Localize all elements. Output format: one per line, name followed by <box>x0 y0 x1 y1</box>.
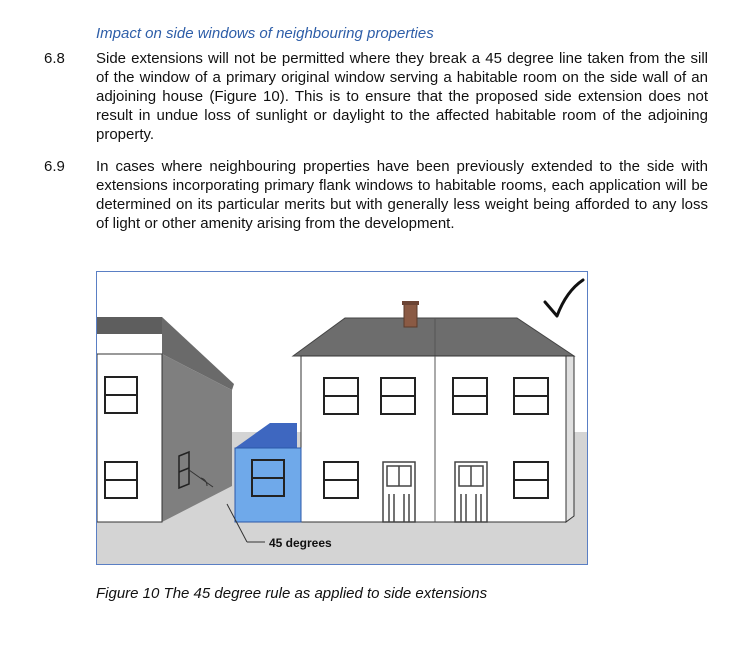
house-diagram <box>97 272 587 564</box>
section-subheading: Impact on side windows of neighbouring properties <box>96 25 434 42</box>
paragraph-text: In cases where neighbouring properties have been previously extended to the side with extensions incorporating primary flank windows to habitable rooms, each application will be determined on its particular merits but with generally less weight being afforded to any loss of light or other amenity arising from the development. <box>96 158 708 232</box>
angle-label: 45 degrees <box>269 536 332 550</box>
figure-caption: Figure 10 The 45 degree rule as applied to side extensions <box>96 585 488 602</box>
figure-10-illustration <box>96 271 588 565</box>
paragraph-number: 6.8 <box>44 50 65 67</box>
chimney <box>404 303 417 327</box>
paragraph-number: 6.9 <box>44 158 65 175</box>
extension-window <box>252 460 284 496</box>
paragraph-text: Side extensions will not be permitted where they break a 45 degree line taken from the sill of the window of a primary original window serving a habitable room on the side wall of an adjoining house (Figure 10). This is to ensure that the proposed side extension does not result in undue loss of sunlight or daylight to the affected habitable room of the adjoining property. <box>96 50 708 143</box>
